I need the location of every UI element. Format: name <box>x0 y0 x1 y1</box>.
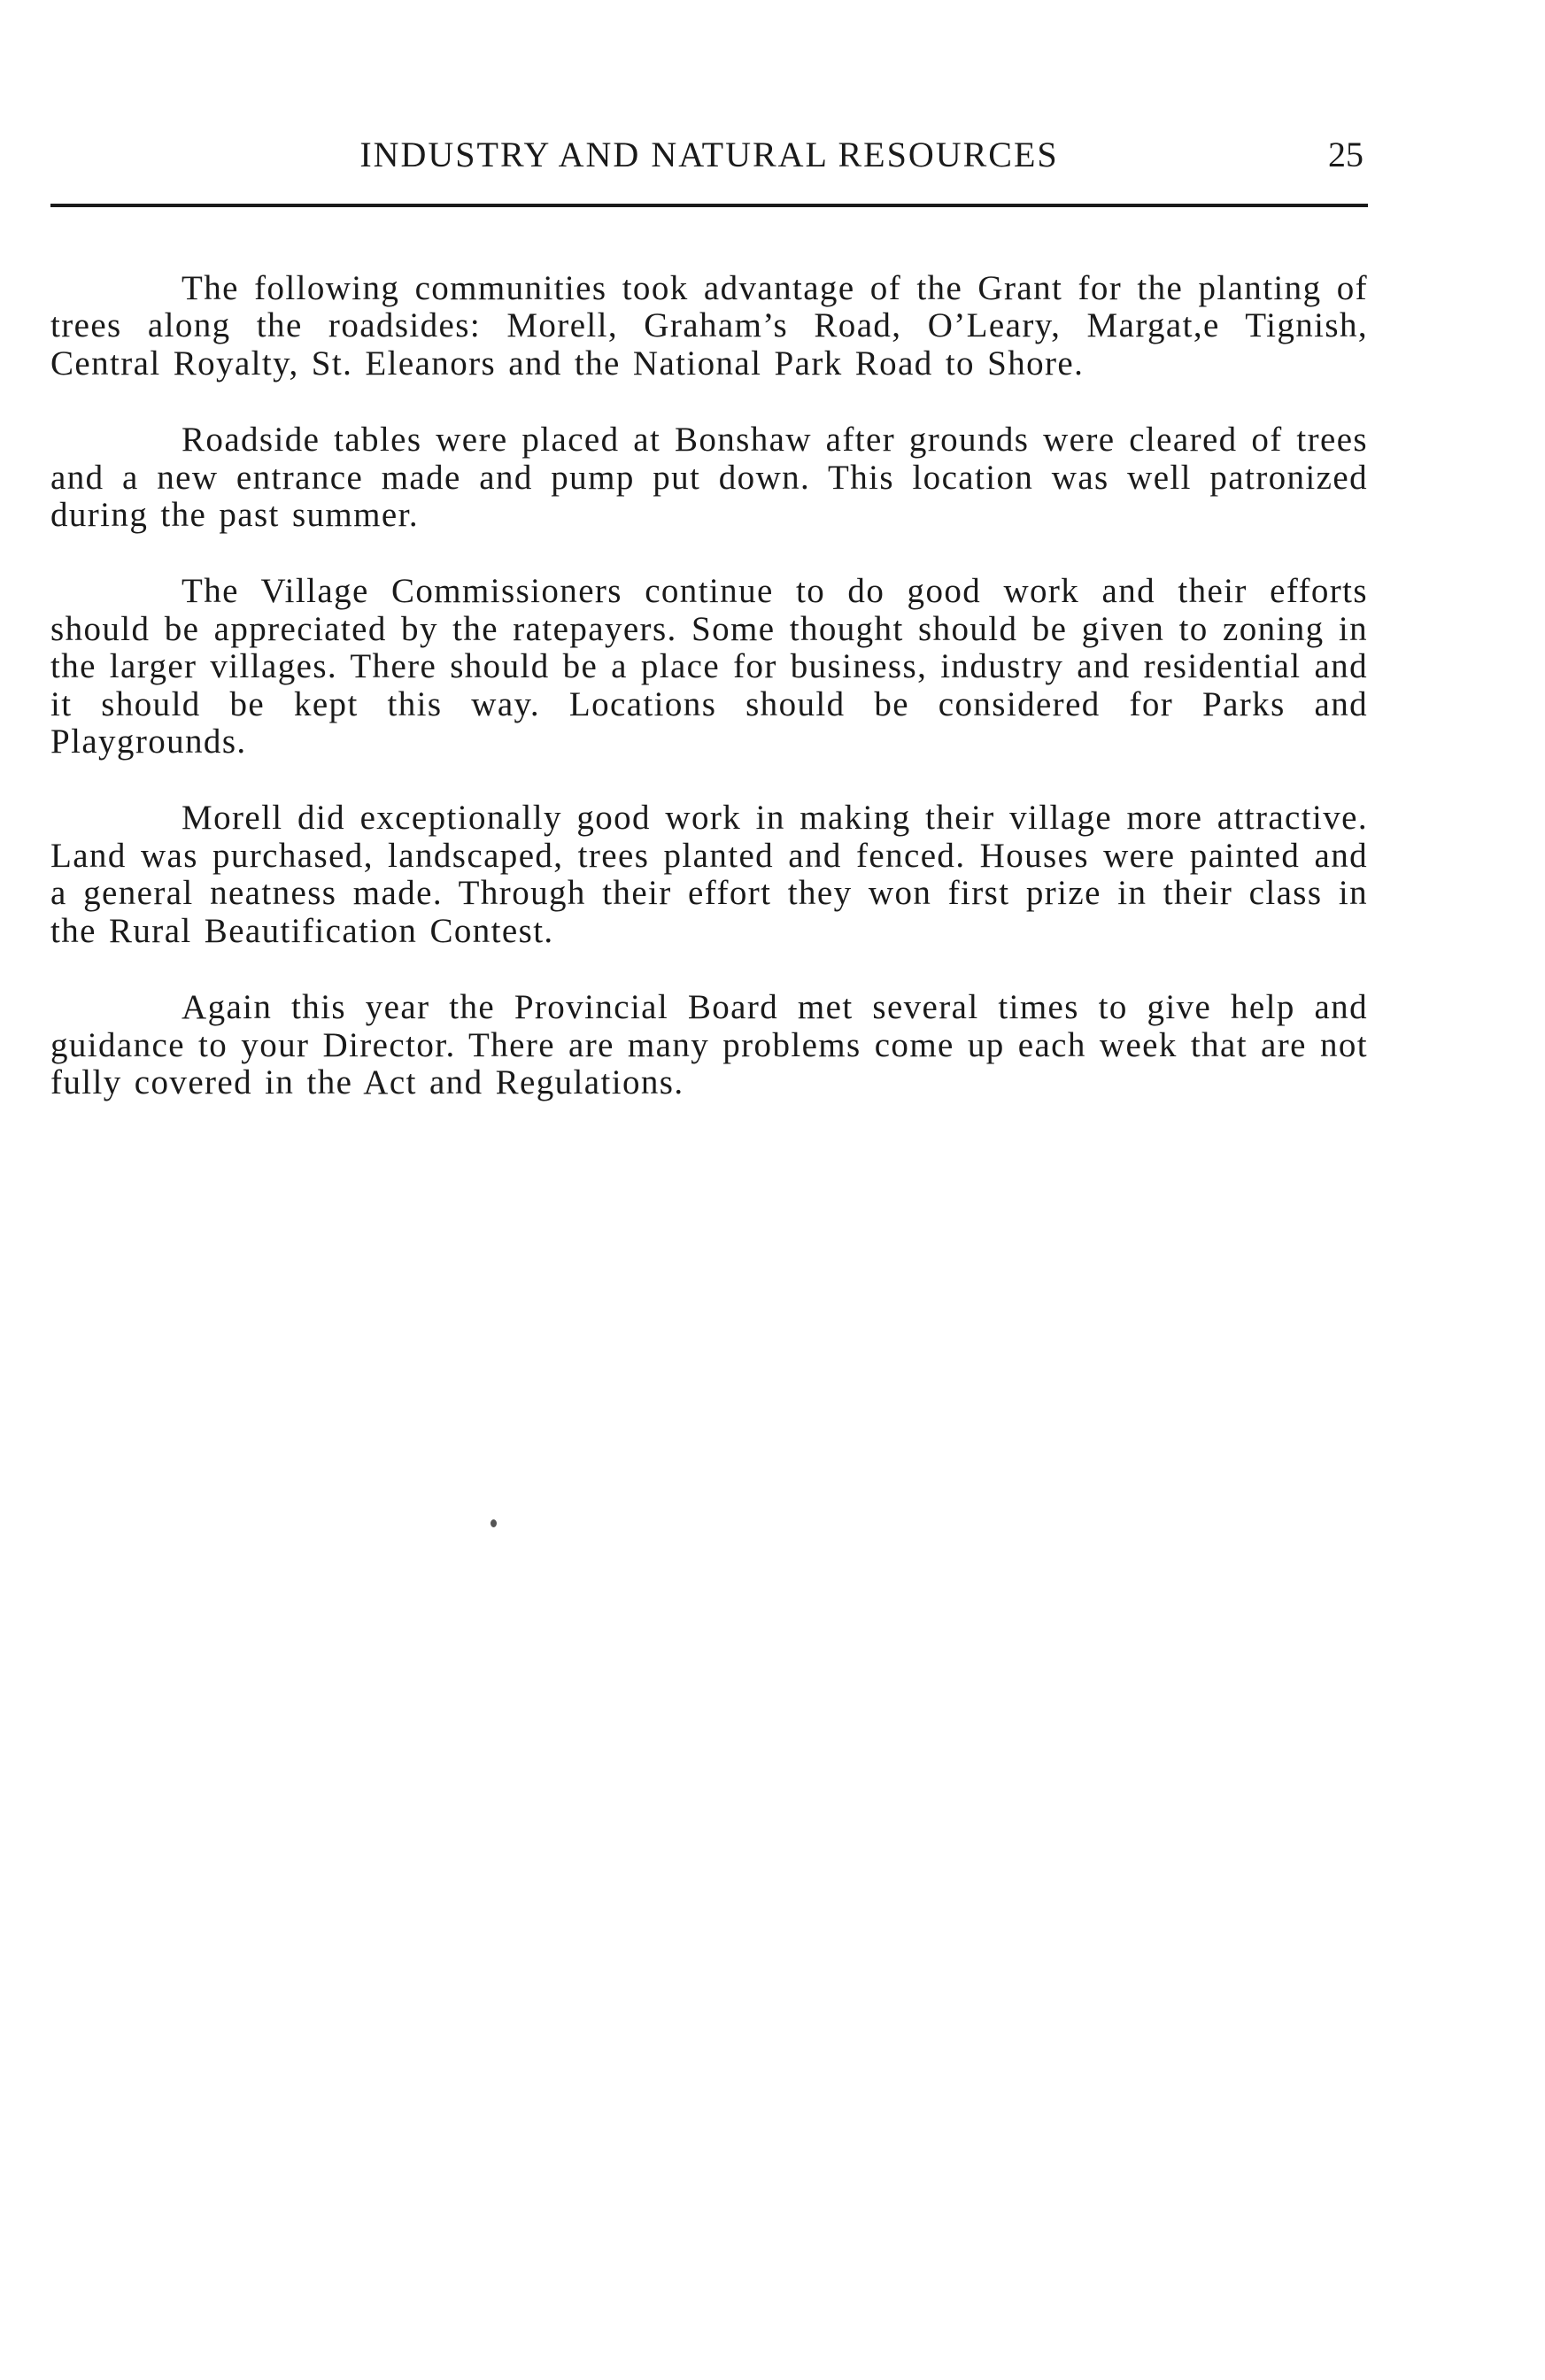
page-header <box>50 131 1368 179</box>
scan-speck <box>491 1519 497 1527</box>
paragraph-village-commissioners: The Village Commissioners continue to do good work and their efforts should be appreciated by the ratepayers. Some thought should be given to zoning in the larger villages. There should be a place for business, industry and residential and it should be kept this way. Locations should be considered for Parks and Playgrounds. <box>50 572 1368 761</box>
paragraph-tree-planting: The following communities took advantage of the Grant for the planting of trees along the roadsides: Morell, Graham’s Road, O’Leary, Margat,e Tignish, Central Royalty, St. Eleanors and the National Park Road to Shore. <box>50 269 1368 382</box>
running-head: INDUSTRY AND NATURAL RESOURCES <box>359 135 1059 174</box>
page-number: 25 <box>1328 135 1363 174</box>
paragraph-morell: Morell did exceptionally good work in making their village more attractive. Land was purchased, landscaped, trees planted and fenced. Houses were painted and a general neatness made. Through their effort they won first prize in their class in the Rural Beautification Contest. <box>50 799 1368 950</box>
body-text <box>50 270 1368 1140</box>
paragraph-roadside-tables: Roadside tables were placed at Bonshaw after grounds were cleared of trees and a new entrance made and pump put down. This location was well patronized during the past summer. <box>50 421 1368 535</box>
paragraph-provincial-board: Again this year the Provincial Board met several times to give help and guidance to your Director. There are many problems come up each week that are not fully covered in the Act and Regulations. <box>50 988 1368 1101</box>
header-rule <box>50 204 1368 207</box>
